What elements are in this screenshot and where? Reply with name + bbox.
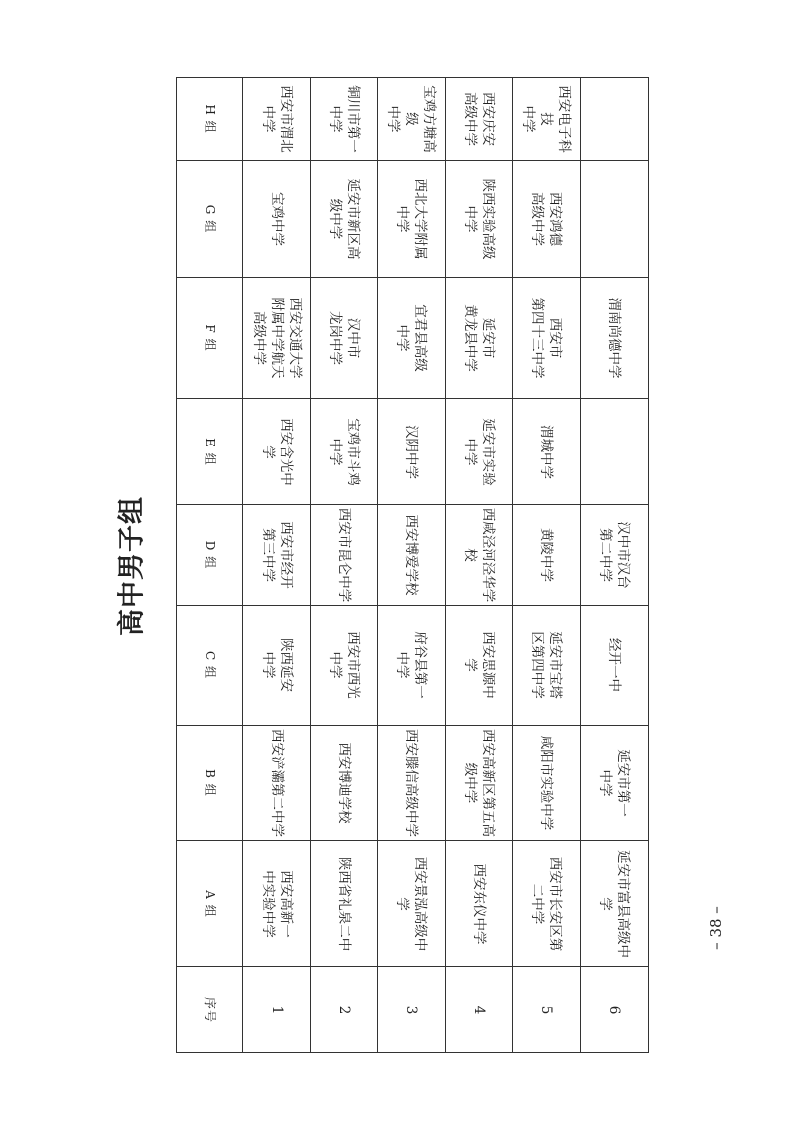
header-cell-text: D 组 (202, 540, 217, 570)
team-cell (513, 160, 579, 277)
team-cell (513, 605, 579, 725)
header-cell (177, 398, 242, 504)
header-cell (177, 605, 242, 725)
team-cell-text: 西安市渭北中学 (259, 85, 294, 153)
team-cell-text: 渭南尚德中学 (606, 297, 623, 379)
team-cell (311, 78, 377, 160)
header-cell (177, 504, 242, 605)
team-cell-text: 西安交通大学 附属中学航天 高级中学 (250, 297, 303, 379)
table-row (378, 78, 445, 1052)
row-number-text: 2 (336, 1005, 353, 1014)
team-cell (243, 605, 309, 725)
header-cell (177, 840, 242, 966)
team-cell (243, 277, 309, 399)
team-cell (513, 840, 579, 966)
team-cell-text: 延安市新区高 级中学 (327, 178, 362, 260)
team-cell (581, 605, 648, 725)
team-cell-text: 陕西延安 中学 (259, 638, 294, 693)
table-row (581, 78, 648, 1052)
team-cell-text: 西安博爱学校 (403, 514, 420, 596)
team-cell (513, 725, 579, 841)
team-cell (378, 504, 444, 605)
header-cell (177, 725, 242, 841)
header-cell (177, 78, 242, 160)
team-cell-text: 陕西省礼泉二中 (336, 856, 353, 952)
team-cell (243, 398, 309, 504)
header-cell-text: G 组 (202, 204, 217, 233)
header-cell-text: H 组 (202, 104, 217, 134)
team-cell (446, 725, 512, 841)
team-cell-text: 汉中市 龙岗中学 (327, 310, 362, 365)
team-cell-text: 西安景泓高级中 学 (394, 856, 429, 952)
team-cell (446, 398, 512, 504)
team-cell-text: 延安市富县高级中 学 (597, 849, 632, 958)
team-cell (446, 78, 512, 160)
team-cell (446, 160, 512, 277)
team-cell (513, 78, 579, 160)
team-cell (581, 277, 648, 399)
team-cell (581, 398, 648, 504)
team-cell-text: 宝鸡中学 (268, 191, 285, 246)
team-cell (311, 725, 377, 841)
team-cell-text: 西安东仪中学 (470, 863, 487, 945)
team-cell (378, 398, 444, 504)
team-cell (378, 725, 444, 841)
row-number (311, 966, 377, 1052)
team-cell-text: 西安电子科技 中学 (520, 85, 573, 153)
team-cell-text: 府谷县第一 中学 (394, 631, 429, 700)
row-number (243, 966, 309, 1052)
header-cell-text: A 组 (202, 890, 217, 918)
team-cell (446, 840, 512, 966)
header-column (177, 78, 243, 1052)
row-number (446, 966, 512, 1052)
page-title: 高中男子组 (116, 496, 148, 636)
header-cell-text: F 组 (202, 324, 217, 352)
team-cell-text: 西安高新一 中实验中学 (259, 870, 294, 938)
team-cell (243, 725, 309, 841)
header-cell-text: E 组 (202, 437, 217, 466)
team-cell (243, 160, 309, 277)
table-row (446, 78, 513, 1052)
team-cell-text: 西安庆安 高级中学 (461, 91, 496, 146)
team-cell (581, 725, 648, 841)
team-cell (243, 78, 309, 160)
team-cell-text: 经开一中 (606, 638, 623, 693)
header-cell (177, 160, 242, 277)
team-cell (513, 277, 579, 399)
header-cell (177, 277, 242, 399)
row-number-text: 5 (538, 1005, 555, 1014)
team-cell-text: 西安浐灞第二中学 (268, 729, 285, 838)
row-number (513, 966, 579, 1052)
team-cell (311, 605, 377, 725)
header-cell-text: 序号 (202, 996, 217, 1023)
team-cell (311, 504, 377, 605)
team-cell-text: 西安市长安区第 二中学 (529, 856, 564, 952)
row-number-text: 3 (403, 1005, 420, 1014)
team-cell-text: 铜川市第一中学 (327, 85, 362, 153)
team-cell (378, 840, 444, 966)
team-cell (581, 78, 648, 160)
team-cell (378, 160, 444, 277)
team-cell-text: 咸阳市实验中学 (538, 735, 555, 831)
team-cell (243, 504, 309, 605)
team-cell-text: 汉阴中学 (403, 424, 420, 479)
team-cell-text: 延安市 黄龙县中学 (461, 304, 496, 372)
row-number-text: 4 (470, 1005, 487, 1014)
team-cell-text: 西安滕信高级中学 (403, 729, 420, 838)
header-cell (177, 966, 242, 1052)
row-number-text: 6 (606, 1005, 623, 1014)
team-cell (243, 840, 309, 966)
row-number (378, 966, 444, 1052)
team-cell-text: 渭城中学 (538, 424, 555, 479)
team-cell-text: 西安市经开 第三中学 (259, 521, 294, 589)
team-cell-text: 宝鸡方塘高级 中学 (385, 85, 438, 153)
row-number-text: 1 (268, 1005, 285, 1014)
team-cell-text: 黄陵中学 (538, 528, 555, 583)
team-cell (311, 277, 377, 399)
team-cell-text: 延安市宝塔 区第四中学 (529, 631, 564, 700)
team-cell-text: 西安鸿德 高级中学 (529, 191, 564, 246)
team-cell (378, 605, 444, 725)
team-cell-text: 西安博迪学校 (336, 742, 353, 824)
table-row (243, 78, 310, 1052)
team-cell (378, 277, 444, 399)
team-cell-text: 宜君县高级 中学 (394, 304, 429, 372)
team-cell (581, 160, 648, 277)
team-cell (581, 840, 648, 966)
team-cell-text: 陕西实验高级 中学 (461, 178, 496, 260)
team-cell-text: 西安高新区第五高 级中学 (461, 729, 496, 838)
row-number (581, 966, 648, 1052)
team-cell-text: 西北大学附属 中学 (394, 178, 429, 260)
team-cell (446, 605, 512, 725)
team-cell (311, 840, 377, 966)
header-cell-text: C 组 (202, 651, 217, 680)
team-cell (513, 504, 579, 605)
team-cell (378, 78, 444, 160)
team-cell-text: 延安市第一 中学 (597, 749, 632, 817)
team-cell-text: 汉中市汉台 第二中学 (597, 521, 632, 589)
team-cell-text: 延安市实验 中学 (461, 417, 496, 486)
table-row (311, 78, 378, 1052)
team-cell (513, 398, 579, 504)
team-cell-text: 西安市 第四十三中学 (529, 297, 564, 379)
team-cell-text: 西安市西光 中学 (327, 631, 362, 700)
header-cell-text: B 组 (202, 769, 217, 797)
team-cell-text: 宝鸡市斗鸡 中学 (327, 417, 362, 486)
team-cell-text: 西安含光中 学 (259, 417, 294, 486)
team-cell (311, 398, 377, 504)
table-row (513, 78, 580, 1052)
team-cell (311, 160, 377, 277)
team-cell-text: 西咸泾河泾华学 校 (461, 507, 496, 603)
page-number: – 38 – (707, 906, 725, 950)
team-cell-text: 西安思源中 学 (461, 631, 496, 700)
team-cell-text: 西安市昆仑中学 (336, 507, 353, 603)
team-cell (446, 277, 512, 399)
team-cell (446, 504, 512, 605)
team-cell (581, 504, 648, 605)
schedule-table (176, 77, 649, 1053)
